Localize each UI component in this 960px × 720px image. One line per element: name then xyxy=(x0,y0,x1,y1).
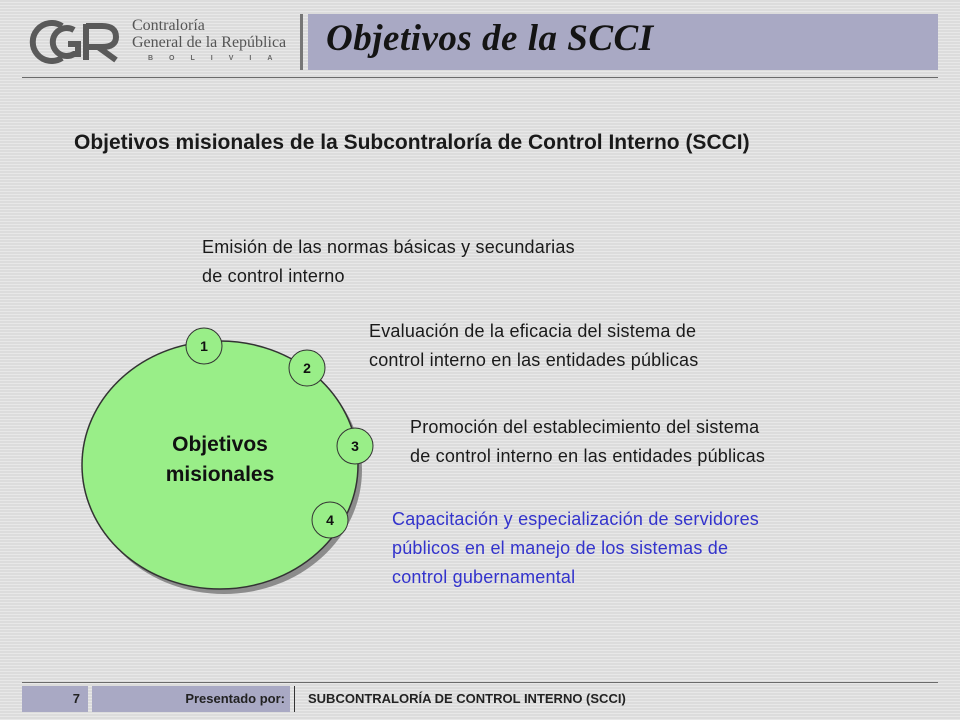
objective-3-line-1: Promoción del establecimiento del sistema xyxy=(410,417,760,437)
footer-rule xyxy=(22,682,938,683)
objective-1-line-1: Emisión de las normas básicas y secundarias xyxy=(202,237,575,257)
slide-subtitle: Objetivos misionales de la Subcontraloría de Control Interno (SCCI) xyxy=(74,131,750,154)
objective-1-line-2: de control interno xyxy=(202,266,345,286)
footer-presented-label: Presentado por: xyxy=(92,686,290,712)
objective-1 xyxy=(202,233,575,291)
objective-3 xyxy=(410,413,765,471)
footer-divider xyxy=(294,686,295,712)
badge-1-number: 1 xyxy=(200,338,208,354)
objective-4 xyxy=(392,505,759,592)
badge-3 xyxy=(337,428,373,464)
badge-1 xyxy=(186,328,222,364)
footer-organization: SUBCONTRALORÍA DE CONTROL INTERNO (SCCI) xyxy=(308,691,626,706)
badge-2 xyxy=(289,350,325,386)
objective-2-line-2: control interno en las entidades públicas xyxy=(369,350,699,370)
objectives-center-label: Objetivos misionales xyxy=(165,433,275,486)
footer-page-number: 7 xyxy=(22,686,88,712)
logo-line-2: General de la República xyxy=(132,34,287,51)
logo-line-1: Contraloría xyxy=(132,17,205,34)
objective-2-line-1: Evaluación de la eficacia del sistema de xyxy=(369,321,697,341)
objective-4-line-3: control gubernamental xyxy=(392,567,576,587)
page-title: Objetivos de la SCCI xyxy=(326,18,654,59)
badge-4 xyxy=(312,502,348,538)
objective-2 xyxy=(369,317,698,375)
badge-2-number: 2 xyxy=(303,360,311,376)
objective-3-line-2: de control interno en las entidades públicas xyxy=(410,446,766,466)
objective-4-line-1: Capacitación y especialización de servidores xyxy=(392,509,759,529)
logo-line-3: BOLIVIA xyxy=(148,55,289,62)
badge-4-number: 4 xyxy=(326,512,334,528)
badge-3-number: 3 xyxy=(351,438,359,454)
objective-4-line-2: públicos en el manejo de los sistemas de xyxy=(392,538,729,558)
